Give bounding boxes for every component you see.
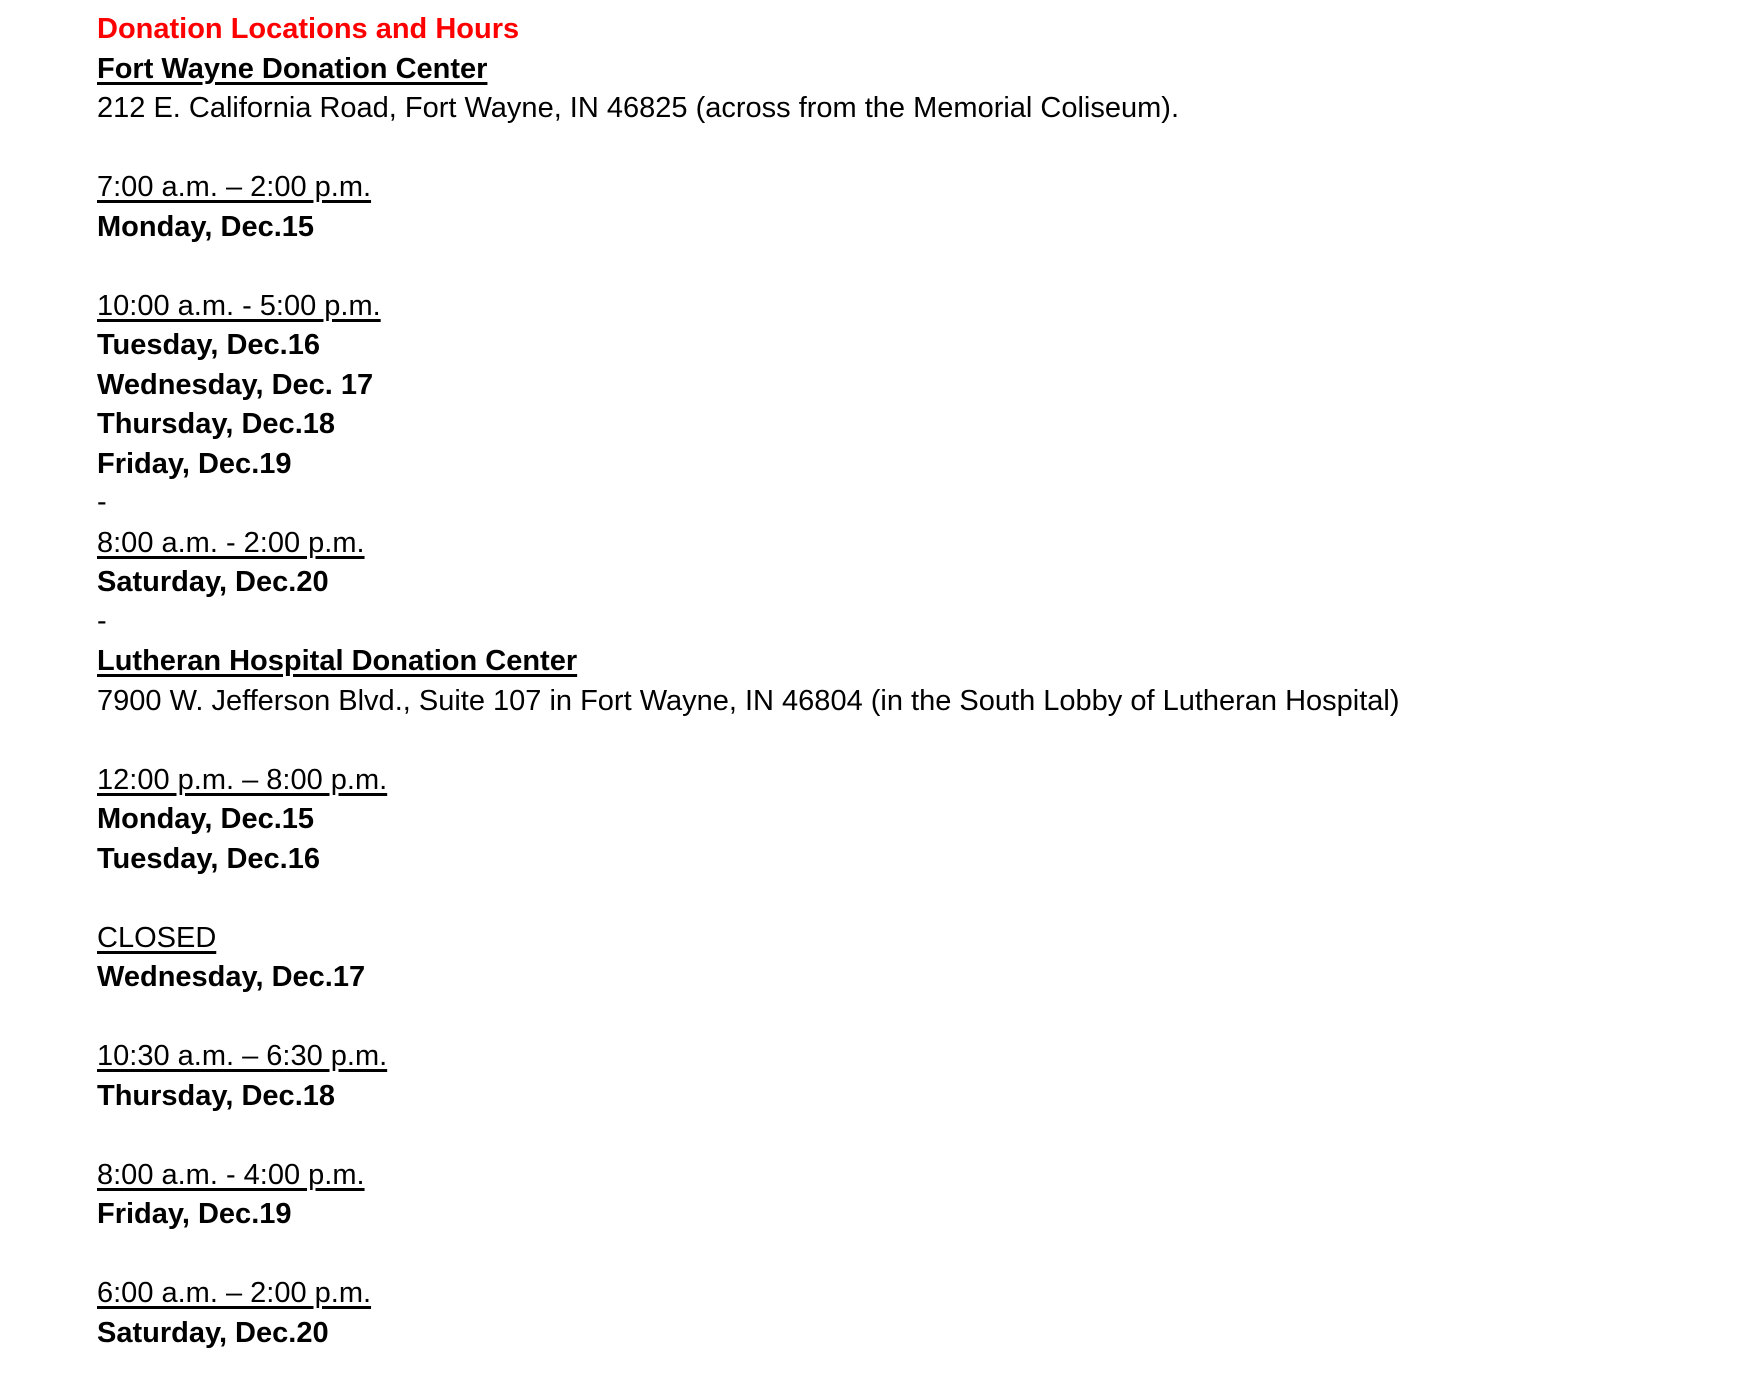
day-line: Tuesday, Dec.16 [97, 842, 320, 875]
hours-line [97, 524, 1714, 564]
blank-line [97, 998, 1714, 1038]
location-name-line [97, 642, 1714, 682]
blank-line [97, 879, 1714, 919]
blank-line [97, 247, 1714, 287]
hours-range: 8:00 a.m. - 2:00 p.m. [97, 526, 365, 559]
hours-line [97, 168, 1714, 208]
page-title: Donation Locations and Hours [97, 13, 520, 45]
hours-range: 7:00 a.m. – 2:00 p.m. [97, 171, 372, 203]
day-line: Saturday, Dec.20 [97, 566, 329, 598]
day-line: Monday, Dec.15 [97, 803, 315, 835]
hours-range: 10:30 a.m. – 6:30 p.m. [97, 1040, 388, 1072]
stray-dash: - [97, 486, 107, 518]
day-line: Friday, Dec.19 [97, 447, 292, 480]
hours-line [97, 1037, 1714, 1077]
location-name: Lutheran Hospital Donation Center [97, 645, 578, 677]
blank-line [97, 721, 1714, 761]
hours-line [97, 1274, 1714, 1314]
hours-range: 6:00 a.m. – 2:00 p.m. [97, 1277, 372, 1309]
hours-line [97, 1156, 1714, 1196]
location-name-line [97, 50, 1714, 90]
day-line: Wednesday, Dec. 17 [97, 368, 374, 401]
day-line: Friday, Dec.19 [97, 1198, 292, 1230]
location-address: 212 E. California Road, Fort Wayne, IN 46825 (across from the Memorial Coliseum). [97, 92, 1180, 124]
day-line: Saturday, Dec.20 [97, 1316, 329, 1349]
hours-range: 8:00 a.m. - 4:00 p.m. [97, 1158, 365, 1191]
blank-line [97, 1235, 1714, 1275]
hours-line [97, 761, 1714, 801]
hours-range: 12:00 p.m. – 8:00 p.m. [97, 763, 388, 796]
stray-dash: - [97, 604, 107, 637]
day-line: Tuesday, Dec.16 [97, 329, 320, 361]
location-name: Fort Wayne Donation Center [97, 52, 488, 85]
hours-line [97, 919, 1714, 959]
day-line: Wednesday, Dec.17 [97, 961, 366, 993]
blank-line [97, 1116, 1714, 1156]
closed-label: CLOSED [97, 921, 217, 954]
day-line: Thursday, Dec.18 [97, 1079, 336, 1112]
day-line: Monday, Dec.15 [97, 210, 315, 243]
hours-range: 10:00 a.m. - 5:00 p.m. [97, 289, 381, 322]
hours-line [97, 287, 1714, 327]
location-address: 7900 W. Jefferson Blvd., Suite 107 in Fort Wayne, IN 46804 (in the South Lobby of Lutheran Hospital) [97, 684, 1400, 717]
blank-line [97, 129, 1714, 169]
day-line: Thursday, Dec.18 [97, 408, 336, 440]
